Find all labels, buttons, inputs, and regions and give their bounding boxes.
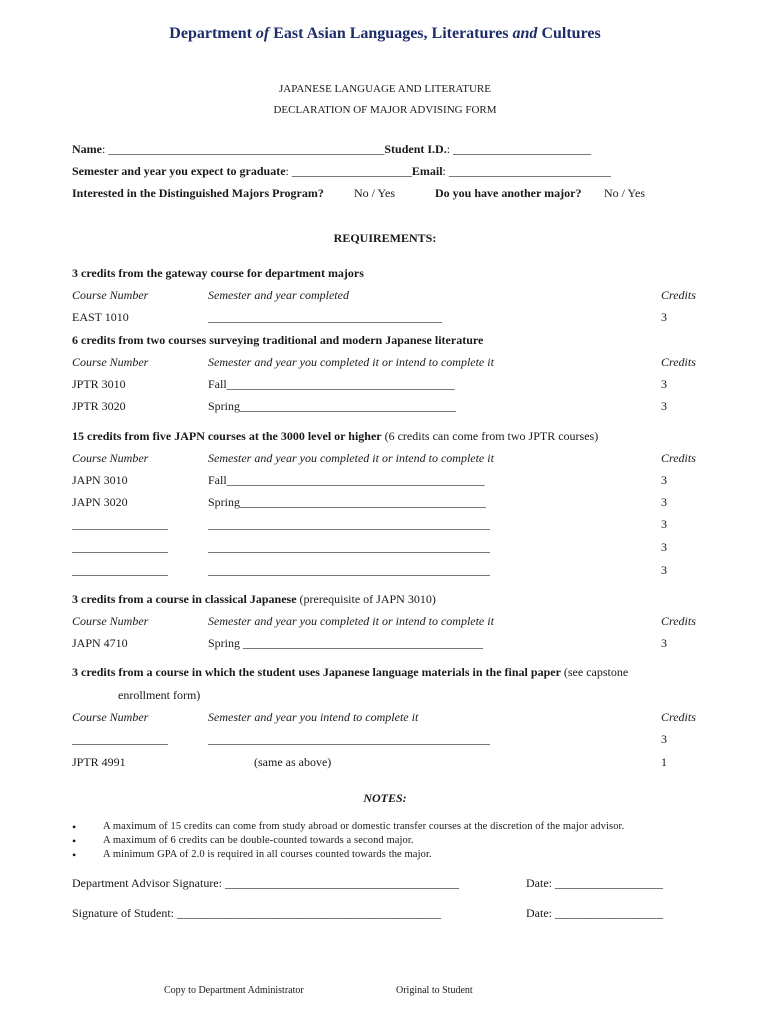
course-number: JPTR 3010 <box>72 377 126 391</box>
semester-line[interactable]: Fall______________________________________ <box>208 377 455 391</box>
col-semester: Semester and year you completed it or intend to complete it <box>208 451 494 465</box>
form-title-line2: DECLARATION OF MAJOR ADVISING FORM <box>273 104 497 116</box>
student-id-label: Student I.D. <box>384 142 447 156</box>
semester-line[interactable]: Spring____________________________________ <box>208 399 457 413</box>
classical-title-bold: 3 credits from a course in classical Japanese <box>72 592 297 606</box>
col-credits: Credits <box>661 288 696 302</box>
header-of: of <box>255 25 270 42</box>
credits-value: 3 <box>661 495 667 509</box>
semester-field[interactable] <box>72 164 611 179</box>
col-semester: Semester and year you completed it or intend to complete it <box>208 355 494 369</box>
semester-label: Semester and year you expect to graduate <box>72 164 286 178</box>
notes-list <box>0 820 770 870</box>
dmp-options[interactable]: No / Yes <box>354 186 396 200</box>
capstone-title-cont: enrollment form) <box>118 688 201 702</box>
semester-line[interactable]: _______________________________________ <box>208 310 442 324</box>
capstone-title-bold: 3 credits from a course in which the student uses Japanese language materials in the final paper <box>72 665 561 679</box>
course-number-line[interactable]: ________________ <box>72 540 168 554</box>
credits-value: 3 <box>661 377 667 391</box>
header-cultures: Cultures <box>541 25 601 42</box>
credits-value: 3 <box>661 473 667 487</box>
bullet-icon: • <box>72 834 77 848</box>
col-credits: Credits <box>661 710 696 724</box>
japn-title <box>72 429 598 444</box>
course-number-line[interactable]: ________________ <box>72 517 168 531</box>
col-semester: Semester and year completed <box>208 288 349 302</box>
col-credits: Credits <box>661 614 696 628</box>
note-item: A maximum of 6 credits can be double-counted towards a second major. <box>103 835 414 846</box>
credits-value: 3 <box>661 563 667 577</box>
col-semester: Semester and year you intend to complete it <box>208 710 419 724</box>
semester-line[interactable]: Fall___________________________________________ <box>208 473 485 487</box>
japn-title-note: (6 credits can come from two JPTR courses) <box>381 429 599 443</box>
email-line[interactable]: : ___________________________ <box>442 164 611 178</box>
name-line[interactable]: : ______________________________________________ <box>102 142 385 156</box>
credits-value: 3 <box>661 399 667 413</box>
literature-title: 6 credits from two courses surveying traditional and modern Japanese literature <box>72 333 484 347</box>
col-course-number: Course Number <box>72 288 149 302</box>
copy-to-admin: Copy to Department Administrator <box>164 985 304 996</box>
header-languages: East Asian Languages, Literatures <box>273 25 509 42</box>
credits-value: 3 <box>661 517 667 531</box>
japn-title-bold: 15 credits from five JAPN courses at the 3000 level or higher <box>72 429 382 443</box>
course-number: JAPN 3020 <box>72 495 128 509</box>
course-number-line[interactable]: ________________ <box>72 563 168 577</box>
name-label: Name <box>72 142 102 156</box>
semester-line[interactable]: _______________________________________________ <box>208 517 490 531</box>
email-label: Email <box>411 164 443 178</box>
header-and: and <box>512 25 538 42</box>
col-course-number: Course Number <box>72 614 149 628</box>
course-number: JPTR 3020 <box>72 399 126 413</box>
other-major-options[interactable]: No / Yes <box>604 186 646 200</box>
classical-title <box>72 592 436 607</box>
dmp-label: Interested in the Distinguished Majors Program? <box>72 186 324 200</box>
credits-value: 3 <box>661 636 667 650</box>
course-number: JAPN 4710 <box>72 636 128 650</box>
header-dept: Department <box>169 25 252 42</box>
original-to-student: Original to Student <box>396 985 473 996</box>
notes-heading: NOTES: <box>363 791 407 805</box>
capstone-title-note: (see capstone <box>560 665 629 679</box>
credits-value: 3 <box>661 732 667 746</box>
student-date-field[interactable]: Date: __________________ <box>526 906 663 920</box>
course-number-line[interactable]: ________________ <box>72 732 168 746</box>
credits-value: 3 <box>661 310 667 324</box>
semester-line[interactable]: Spring_________________________________________ <box>208 495 487 509</box>
credits-value: 1 <box>661 755 667 769</box>
semester-line[interactable]: _______________________________________________ <box>208 540 490 554</box>
gateway-title: 3 credits from the gateway course for department majors <box>72 266 364 280</box>
other-major-label: Do you have another major? <box>435 186 582 200</box>
bullet-icon: • <box>72 848 77 862</box>
col-course-number: Course Number <box>72 451 149 465</box>
col-course-number: Course Number <box>72 355 149 369</box>
student-id-line[interactable]: : _______________________ <box>446 142 592 156</box>
course-number: EAST 1010 <box>72 310 129 324</box>
note-item: A maximum of 15 credits can come from study abroad or domestic transfer courses at the discretion of the major advisor. <box>103 821 625 832</box>
capstone-title <box>72 665 628 680</box>
classical-title-note: (prerequisite of JAPN 3010) <box>296 592 436 606</box>
semester-note: (same as above) <box>254 755 332 769</box>
name-field[interactable] <box>72 142 591 157</box>
semester-line[interactable]: _______________________________________________ <box>208 563 490 577</box>
col-credits: Credits <box>661 355 696 369</box>
department-header <box>0 25 770 43</box>
col-semester: Semester and year you completed it or intend to complete it <box>208 614 494 628</box>
form-title-line1: JAPANESE LANGUAGE AND LITERATURE <box>279 83 491 95</box>
advisor-date-field[interactable]: Date: __________________ <box>526 876 663 890</box>
bullet-icon: • <box>72 820 77 834</box>
advisor-signature-field[interactable]: Department Advisor Signature: _______________________________________ <box>72 876 459 890</box>
col-course-number: Course Number <box>72 710 149 724</box>
col-credits: Credits <box>661 451 696 465</box>
course-number: JAPN 3010 <box>72 473 128 487</box>
student-signature-field[interactable]: Signature of Student: ____________________________________________ <box>72 906 441 920</box>
credits-value: 3 <box>661 540 667 554</box>
semester-line[interactable]: : ____________________ <box>285 164 412 178</box>
semester-line[interactable]: _______________________________________________ <box>208 732 490 746</box>
course-number: JPTR 4991 <box>72 755 126 769</box>
semester-line[interactable]: Spring ________________________________________ <box>208 636 484 650</box>
note-item: A minimum GPA of 2.0 is required in all courses counted towards the major. <box>103 849 432 860</box>
requirements-heading: REQUIREMENTS: <box>333 231 437 245</box>
